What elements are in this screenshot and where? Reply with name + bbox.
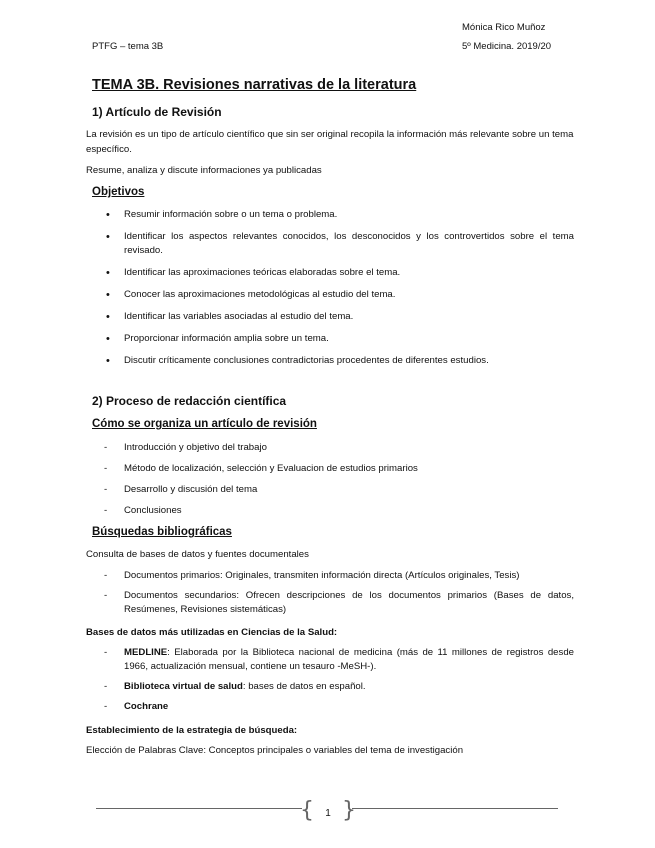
footer-bracket-right: } [342, 798, 356, 823]
base-desc: : bases de datos en español. [242, 681, 366, 692]
base-desc: : Elaborada por la Biblioteca nacional de medicina (más de 11 millones de registros desde 1966, actualización mensual, contiene un tesauro -MeSH-). [124, 647, 574, 672]
header-author: Mónica Rico Muñoz [462, 22, 546, 33]
busquedas-heading: Búsquedas bibliográficas [92, 526, 232, 538]
list-item: - Conclusiones [104, 504, 574, 518]
base-name: Cochrane [124, 701, 169, 712]
organiza-list [104, 441, 574, 518]
section1-para2: Resume, analiza y discute informaciones ya publicadas [86, 165, 322, 176]
base-name: Biblioteca virtual de salud [124, 681, 243, 692]
objetivos-list [106, 208, 574, 368]
section1-para1: La revisión es un tipo de artículo científico que sin ser original recopila la información más relevante sobre un tema específico. [86, 129, 574, 155]
footer-rule-right [352, 808, 558, 809]
list-item: • Proporcionar información amplia sobre un tema. [106, 332, 574, 346]
list-item: • Discutir críticamente conclusiones contradictorias procedentes de diferentes estudios. [106, 354, 574, 368]
list-item: • Identificar las variables asociadas al estudio del tema. [106, 310, 574, 324]
bases-heading: Bases de datos más utilizadas en Ciencias de la Salud: [86, 627, 338, 638]
list-item: • Identificar las aproximaciones teóricas elaboradas sobre el tema. [106, 266, 574, 280]
busquedas-intro: Consulta de bases de datos y fuentes documentales [86, 549, 309, 560]
list-item [104, 700, 574, 714]
list-item: • Resumir información sobre o un tema o problema. [106, 208, 574, 222]
objetivos-heading: Objetivos [92, 186, 145, 198]
list-item: - Método de localización, selección y Evaluacion de estudios primarios [104, 462, 574, 476]
list-item: - Desarrollo y discusión del tema [104, 483, 574, 497]
page-title: TEMA 3B. Revisiones narrativas de la literatura [92, 77, 417, 93]
page-number: 1 [325, 808, 331, 819]
header-left: PTFG – tema 3B [92, 41, 164, 52]
list-item: - Documentos secundarios: Ofrecen descripciones de los documentos primarios (Bases de datos, Resúmenes, Revisiones sistemáticas) [104, 589, 574, 617]
footer-bracket-left: { [300, 798, 314, 823]
header-course: 5º Medicina. 2019/20 [462, 41, 552, 52]
list-item: • Conocer las aproximaciones metodológicas al estudio del tema. [106, 288, 574, 302]
base-name: MEDLINE [124, 647, 168, 658]
footer-rule-left [96, 808, 302, 809]
documentos-list [104, 569, 574, 617]
organiza-heading: Cómo se organiza un artículo de revisión [92, 418, 317, 430]
estrategia-heading: Establecimiento de la estrategia de búsqueda: [86, 725, 298, 736]
section2-heading: 2) Proceso de redacción científica [92, 394, 287, 408]
list-item [104, 680, 574, 694]
bases-list [104, 646, 574, 714]
list-item: - Introducción y objetivo del trabajo [104, 441, 574, 455]
list-item: • Identificar los aspectos relevantes conocidos, los desconocidos y los controvertidos sobre el tema revisado. [106, 230, 574, 258]
list-item [104, 646, 574, 674]
list-item: - Documentos primarios: Originales, transmiten información directa (Artículos originales, Tesis) [104, 569, 574, 583]
section1-heading: 1) Artículo de Revisión [92, 105, 222, 119]
estrategia-text: Elección de Palabras Clave: Conceptos principales o variables del tema de investigación [86, 745, 464, 756]
